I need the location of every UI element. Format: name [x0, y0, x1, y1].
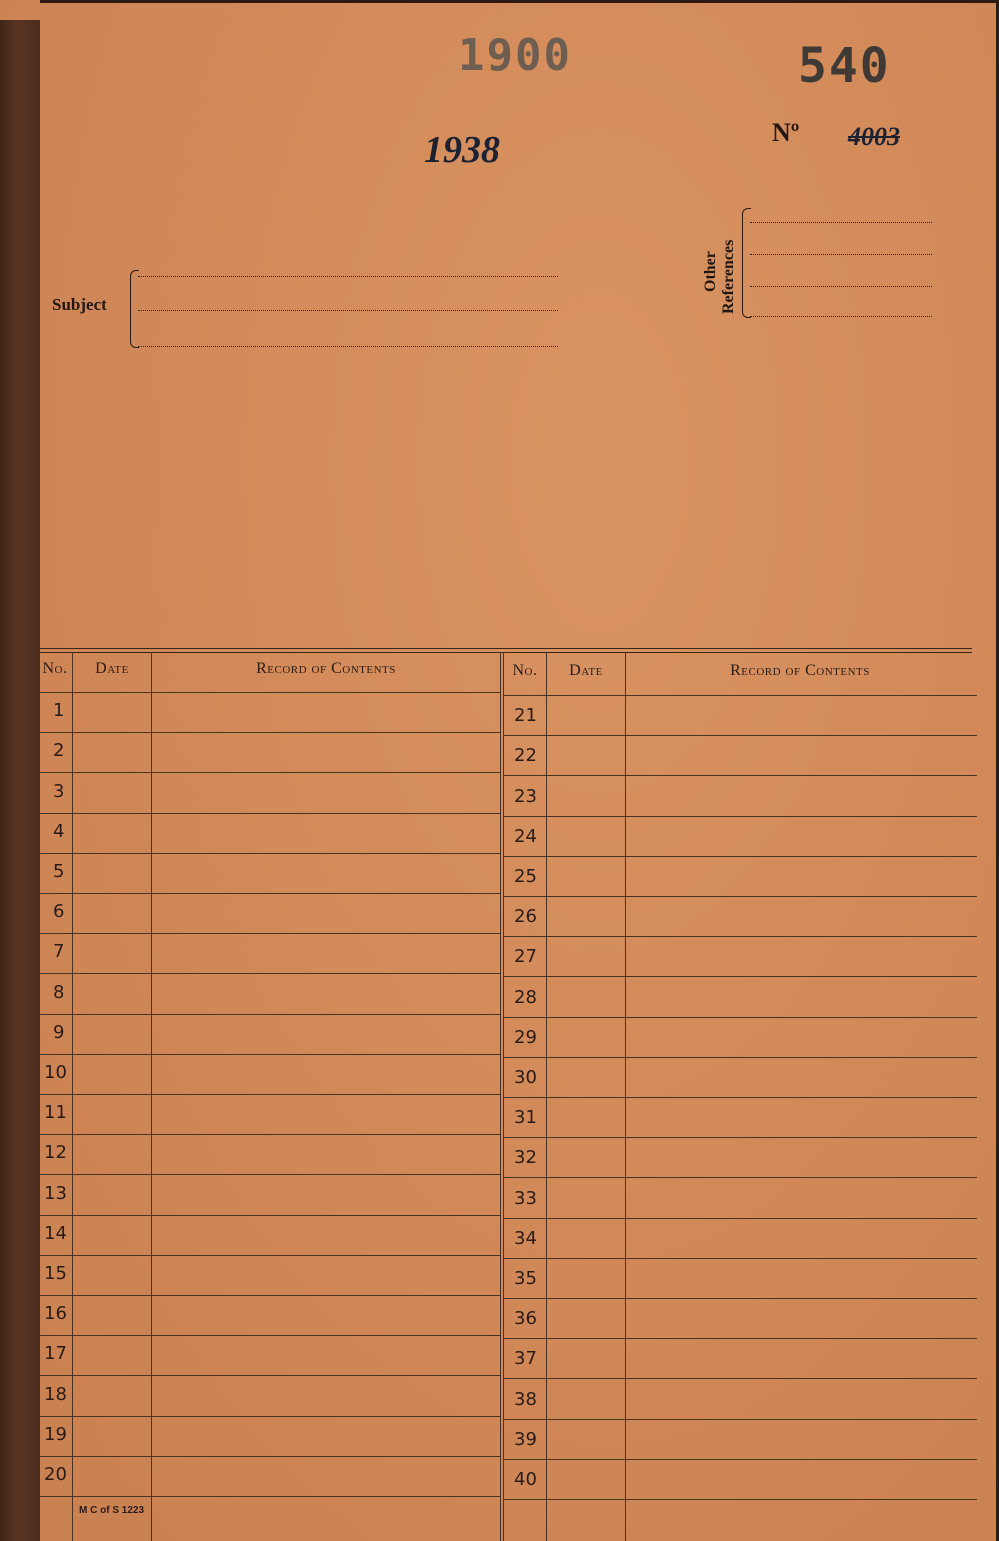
- row-rule-right: [503, 976, 977, 977]
- row-rule-left: [40, 1416, 500, 1417]
- row-rule-left: [40, 1054, 500, 1055]
- row-number-right: 24: [514, 826, 537, 847]
- row-rule-left: [40, 1295, 500, 1296]
- row-number-right: 23: [514, 786, 537, 807]
- row-number-right: 29: [514, 1027, 537, 1048]
- row-rule-left: [40, 1375, 500, 1376]
- row-number-right: 35: [514, 1268, 537, 1289]
- row-number-left: 4: [53, 821, 65, 842]
- row-rule-left: [40, 772, 500, 773]
- row-number-left: 1: [53, 700, 65, 721]
- row-rule-left: [40, 1174, 500, 1175]
- row-number-left: 15: [44, 1263, 67, 1284]
- row-rule-left: [40, 1335, 500, 1336]
- header-record-right: Record of Contents: [730, 662, 870, 679]
- row-number-right: 31: [514, 1107, 537, 1128]
- row-number-right: 40: [514, 1469, 537, 1490]
- header-no-right: No.: [512, 662, 538, 679]
- row-rule-left: [40, 1134, 500, 1135]
- row-number-left: 9: [53, 1022, 65, 1043]
- row-number-left: 12: [44, 1142, 67, 1163]
- row-rule-left: [40, 1094, 500, 1095]
- row-rule-right: [503, 775, 977, 776]
- row-number-right: 26: [514, 906, 537, 927]
- reference-line-3[interactable]: [750, 286, 932, 287]
- row-rule-left: [40, 732, 500, 733]
- row-number-left: 2: [53, 740, 65, 761]
- row-number-right: 25: [514, 866, 537, 887]
- row-number-right: 33: [514, 1188, 537, 1209]
- row-rule-right: [503, 936, 977, 937]
- references-brace: [742, 208, 751, 318]
- row-rule-right: [503, 856, 977, 857]
- row-number-right: 28: [514, 987, 537, 1008]
- row-rule-left: [40, 1456, 500, 1457]
- row-rule-right: [503, 1218, 977, 1219]
- row-rule-right: [503, 1258, 977, 1259]
- col-divider-date-left: [151, 652, 152, 1541]
- number-label: Nº: [772, 118, 800, 147]
- header-date-left: Date: [95, 660, 129, 677]
- stamped-file-number: 540: [798, 38, 891, 94]
- row-rule-right: [503, 1459, 977, 1460]
- row-rule-left: [40, 893, 500, 894]
- row-number-right: 38: [514, 1389, 537, 1410]
- row-rule-left: [40, 853, 500, 854]
- row-rule-right: [503, 896, 977, 897]
- row-rule-right: [503, 1017, 977, 1018]
- row-rule-left: [40, 813, 500, 814]
- handwritten-file-number: 4003: [848, 122, 900, 151]
- row-rule-left: [40, 1014, 500, 1015]
- row-number-left: 7: [53, 941, 65, 962]
- reference-line-2[interactable]: [750, 254, 932, 255]
- other-refs-word-2: References: [720, 239, 737, 314]
- row-number-left: 18: [44, 1384, 67, 1405]
- col-divider-center-a: [500, 652, 501, 1541]
- table-top-rule: [40, 648, 972, 649]
- row-rule-right: [503, 816, 977, 817]
- other-references-label: [700, 210, 742, 320]
- stamped-year: 1900: [458, 30, 572, 81]
- row-rule-right: [503, 735, 977, 736]
- row-number-right: 39: [514, 1429, 537, 1450]
- row-number-left: 6: [53, 901, 65, 922]
- subject-line-2[interactable]: [138, 310, 558, 311]
- top-edge: [40, 0, 999, 3]
- table-top-rule-2: [40, 652, 972, 653]
- row-number-left: 14: [44, 1223, 67, 1244]
- row-rule-left: [40, 1255, 500, 1256]
- row-number-right: 36: [514, 1308, 537, 1329]
- row-rule-right: [503, 1419, 977, 1420]
- reference-line-4[interactable]: [750, 316, 932, 317]
- row-number-left: 11: [44, 1102, 67, 1123]
- binding-spine: [0, 20, 40, 1541]
- row-rule-left: [40, 1215, 500, 1216]
- row-number-right: 21: [514, 705, 537, 726]
- header-rule-right: [503, 695, 977, 696]
- row-number-right: 37: [514, 1348, 537, 1369]
- row-rule-right: [503, 1338, 977, 1339]
- handwritten-year: 1938: [424, 129, 500, 171]
- row-number-left: 8: [53, 982, 65, 1003]
- row-number-right: 27: [514, 946, 537, 967]
- subject-brace: [130, 270, 139, 348]
- row-number-left: 5: [53, 861, 65, 882]
- row-rule-right: [503, 1097, 977, 1098]
- header-date-right: Date: [569, 662, 603, 679]
- row-number-left: 13: [44, 1183, 67, 1204]
- row-rule-left: [40, 1496, 500, 1497]
- header-record-left: Record of Contents: [256, 660, 396, 677]
- form-code: M C of S 1223: [79, 1505, 145, 1516]
- header-rule-left: [40, 692, 500, 693]
- row-rule-right: [503, 1177, 977, 1178]
- row-number-right: 30: [514, 1067, 537, 1088]
- subject-label: Subject: [52, 295, 107, 314]
- header-no-left: No.: [42, 660, 68, 677]
- row-rule-right: [503, 1499, 977, 1500]
- row-number-left: 10: [44, 1062, 67, 1083]
- row-number-right: 34: [514, 1228, 537, 1249]
- subject-line-1[interactable]: [138, 276, 558, 277]
- row-rule-right: [503, 1057, 977, 1058]
- row-rule-right: [503, 1298, 977, 1299]
- row-rule-right: [503, 1378, 977, 1379]
- row-rule-right: [503, 1137, 977, 1138]
- other-refs-word-1: Other: [702, 251, 719, 292]
- row-number-left: 20: [44, 1464, 67, 1485]
- row-number-left: 19: [44, 1424, 67, 1445]
- row-number-left: 3: [53, 781, 65, 802]
- row-rule-left: [40, 933, 500, 934]
- row-number-left: 17: [44, 1343, 67, 1364]
- row-rule-left: [40, 973, 500, 974]
- row-number-right: 32: [514, 1147, 537, 1168]
- col-divider-no-left: [72, 652, 73, 1541]
- row-number-left: 16: [44, 1303, 67, 1324]
- subject-line-3[interactable]: [138, 346, 558, 347]
- row-number-right: 22: [514, 745, 537, 766]
- reference-line-1[interactable]: [750, 222, 932, 223]
